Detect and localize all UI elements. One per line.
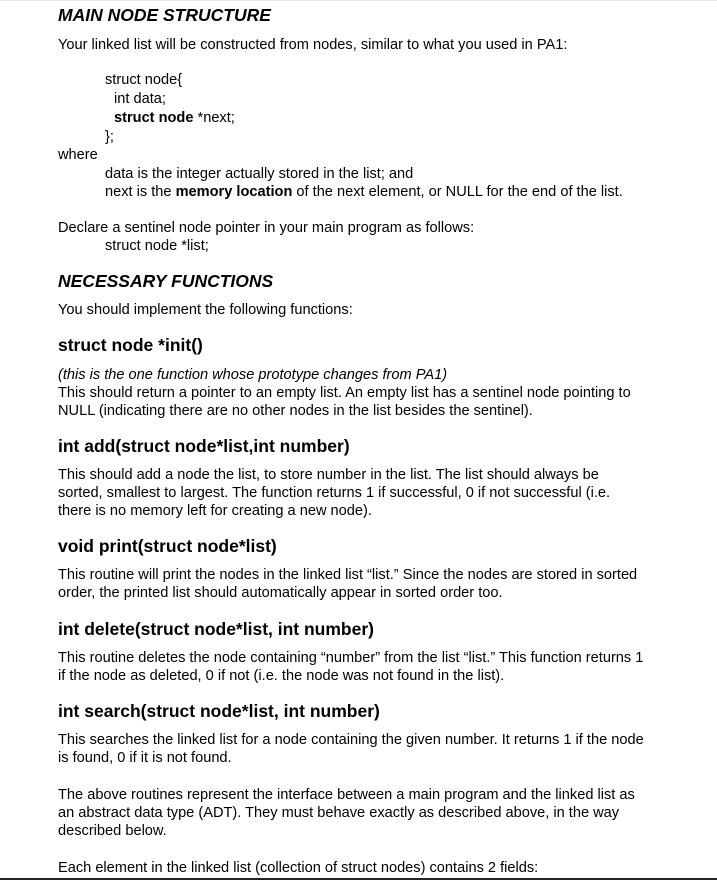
heading-main-node-structure: MAIN NODE STRUCTURE: [58, 5, 271, 25]
bottom-divider: [0, 878, 717, 880]
fn-init-note: (this is the one function whose prototype changes from PA1): [58, 367, 448, 383]
fn-print-title: void print(struct node*list): [58, 536, 277, 556]
heading-necessary-functions: NECESSARY FUNCTIONS: [58, 271, 274, 291]
fn-search-line-1: This searches the linked list for a node containing the given number. It returns 1 if the node: [58, 732, 644, 748]
each-element-text: Each element in the linked list (collection of struct nodes) contains 2 fields:: [58, 860, 539, 876]
fn-search-title: int search(struct node*list, int number): [58, 701, 380, 721]
where-label: where: [58, 147, 98, 163]
fn-print-line-1: This routine will print the nodes in the linked list “list.” Since the nodes are stored in sorted: [58, 567, 638, 583]
implement-text: You should implement the following functions:: [58, 302, 353, 318]
fn-search-line-2: is found, 0 if it is not found.: [58, 750, 232, 766]
fn-add-line-1: This should add a node the list, to store number in the list. The list should always be: [58, 467, 599, 483]
where-next-text: [105, 183, 623, 201]
intro-text: Your linked list will be constructed from nodes, similar to what you used in PA1:: [58, 37, 568, 53]
code-line-3: [114, 109, 235, 127]
fn-delete-title: int delete(struct node*list, int number): [58, 619, 374, 639]
fn-print-line-2: order, the printed list should automatically appear in sorted order too.: [58, 585, 503, 601]
fn-add-line-3: there is no memory left for creating a new node).: [58, 503, 372, 519]
code-line-2: int data;: [114, 91, 166, 107]
closing-line-3: described below.: [58, 823, 167, 839]
code-line-3-rest: *next;: [193, 110, 235, 126]
where-next-bold: memory location: [175, 184, 293, 200]
top-divider: [0, 0, 717, 1]
fn-delete-line-2: if the node as deleted, 0 if not (i.e. the node was not found in the list).: [58, 668, 505, 684]
declare-text: Declare a sentinel node pointer in your main program as follows:: [58, 220, 475, 236]
fn-init-line-1: This should return a pointer to an empty list. An empty list has a sentinel node pointing to: [58, 385, 631, 401]
code-line-1: struct node{: [105, 72, 183, 88]
where-next-pre: next is the: [105, 184, 176, 200]
declare-code: struct node *list;: [105, 238, 209, 254]
closing-line-1: The above routines represent the interface between a main program and the linked list as: [58, 787, 635, 803]
fn-add-line-2: sorted, smallest to largest. The function returns 1 if successful, 0 if not successful (i.e.: [58, 485, 611, 501]
code-line-3-keyword: struct node: [114, 110, 194, 126]
fn-delete-line-1: This routine deletes the node containing “number” from the list “list.” This function returns 1: [58, 650, 644, 666]
where-next-post: of the next element, or NULL for the end of the list.: [292, 184, 623, 200]
code-line-4: };: [105, 129, 114, 145]
fn-add-title: int add(struct node*list,int number): [58, 436, 350, 456]
where-data-text: data is the integer actually stored in the list; and: [105, 166, 414, 182]
fn-init-title: struct node *init(): [58, 335, 203, 355]
fn-init-line-2: NULL (indicating there are no other nodes in the list besides the sentinel).: [58, 403, 533, 419]
closing-line-2: an abstract data type (ADT). They must behave exactly as described above, in the way: [58, 805, 620, 821]
